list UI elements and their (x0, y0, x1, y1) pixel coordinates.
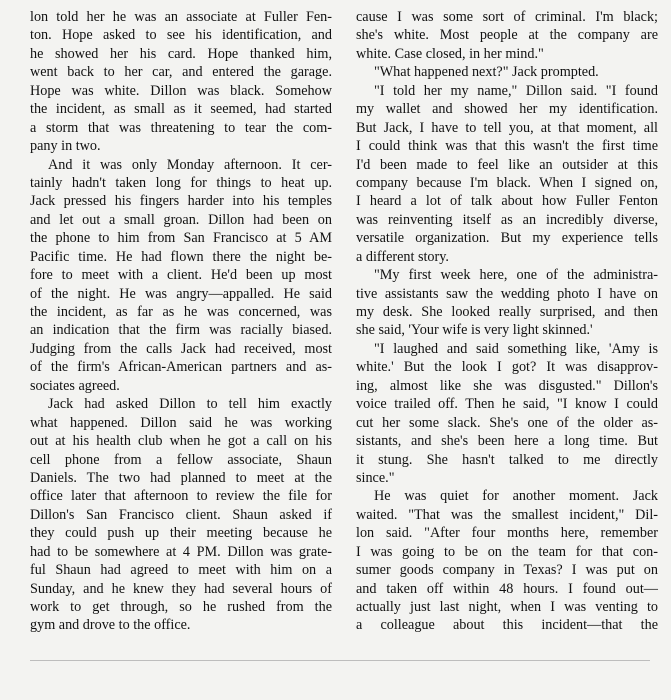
text-line: "I laughed and said something like, 'Amy is (374, 340, 658, 357)
text-line: my desk. She looked really surprised, and then (356, 304, 658, 320)
text-line: But Jack, I have to tell you, at that moment, all (356, 119, 658, 136)
text-line: of the firm's African-American partners and as- (30, 359, 332, 376)
text-line: since." (356, 469, 395, 486)
text-line: tive assistants saw the wedding photo I have on (356, 285, 658, 302)
text-line: what happened. Dillon said he was working (30, 414, 332, 431)
text-line: "My first week here, one of the administra- (374, 267, 658, 284)
text-line: the phone to him from San Francisco at 5 AM (30, 230, 332, 247)
text-line: waited. "That was the smallest incident," Dil- (356, 506, 658, 523)
text-line: gym and drove to the office. (30, 617, 191, 634)
text-line: the incident, as far as he was concerned, was (30, 304, 332, 320)
text-line: the incident, as small as it seemed, had started (30, 101, 332, 118)
text-line: company because I'm black. When I signed on, (356, 174, 658, 191)
text-line: office later that afternoon to review the file for (30, 488, 332, 505)
text-line: a colleague about this incident—that the (356, 617, 658, 634)
text-line: they could push up their meeting because he (30, 525, 332, 542)
text-line: work to get through, so he rushed from the (30, 599, 332, 615)
text-line: Jack had asked Dillon to tell him exactly (48, 396, 332, 413)
text-line: a storm that was threatening to tear the com- (30, 119, 332, 136)
text-line: sociates agreed. (30, 377, 120, 394)
text-line: had to be somewhere at 4 PM. Dillon was grate- (30, 543, 332, 560)
text-line: versatile organization. But my experience tells (356, 230, 658, 247)
text-line: "I told her my name," Dillon said. "I found (374, 82, 658, 99)
text-line: and let out a small groan. Dillon had been on (30, 211, 332, 228)
text-line: actually just last night, when I was venting to (356, 599, 658, 615)
text-line: fore to meet with a client. He'd been up most (30, 267, 332, 284)
text-line: cell phone from a fellow associate, Shaun (30, 451, 332, 468)
text-line: Pacific time. He had flown there the night be- (30, 248, 332, 265)
text-line: voice trailed off. Then he said, "I know I could (356, 396, 658, 413)
text-line: my wallet and showed her my identification. (356, 101, 658, 118)
text-line: ful Shaun had agreed to meet with him on a (30, 562, 332, 579)
text-line: Judging from the calls Jack had received, most (30, 340, 332, 357)
text-line: an indication that the firm was racially biased. (30, 322, 332, 339)
text-line: I was going to be on the team for that con- (356, 543, 658, 560)
text-line: Sunday, and he knew they had several hours of (30, 580, 332, 597)
text-line: it stung. She hasn't talked to me directly (356, 451, 658, 468)
text-line: And it was only Monday afternoon. It cer- (48, 156, 332, 173)
text-line: was reinventing itself as an incredibly diverse, (356, 211, 658, 228)
text-line: "What happened next?" Jack prompted. (374, 64, 599, 81)
text-line: sistants, and she's been here a long time. But (356, 433, 658, 450)
text-line: cause I was some sort of criminal. I'm black; (356, 9, 658, 25)
text-line: lon told her he was an associate at Fuller Fen- (30, 9, 332, 25)
text-line: pany in two. (30, 138, 101, 155)
text-line: I'd been made to feel like an outsider at this (356, 156, 658, 173)
text-line: went back to her car, and entered the garage. (30, 64, 332, 81)
text-line: a different story. (356, 248, 449, 265)
text-line: Jack pressed his fingers harder into his temples (30, 193, 332, 210)
text-line: Daniels. The two had planned to meet at the (30, 469, 332, 486)
text-line: white.' But the look I got? It was disapprov- (356, 359, 658, 376)
text-line: of the night. He was angry—appalled. He said (30, 285, 332, 302)
text-line: tainly hadn't taken long for things to heat up. (30, 174, 332, 191)
text-line: I could think was that this wasn't the first time (356, 138, 658, 155)
text-line: he showed her his card. Hope thanked him, (30, 45, 332, 62)
text-line: lon said. "After four months here, remember (356, 525, 658, 542)
text-line: I heard a lot of talk about how Fuller Fenton (356, 193, 658, 210)
text-line: she's white. Most people at the company are (356, 27, 658, 44)
text-line: He was quiet for another moment. Jack (374, 488, 658, 505)
text-line: white. Case closed, in her mind." (356, 45, 544, 62)
left-text-column (30, 8, 332, 635)
text-line: she said, 'Your wife is very light skinned.' (356, 322, 593, 339)
text-line: Dillon's San Francisco client. Shaun asked if (30, 506, 332, 523)
text-line: sumer goods company in Texas? I was put on (356, 562, 658, 579)
text-line: ing, almost like she was disgusted." Dillon's (356, 377, 658, 394)
text-line: Hope was white. Dillon was black. Somehow (30, 82, 332, 99)
text-line: cut her some slack. She's one of the older as- (356, 414, 658, 431)
right-text-column (356, 8, 658, 635)
text-line: ton. Hope asked to see his identification, and (30, 27, 332, 44)
text-line: out at his health club when he got a call on his (30, 433, 332, 450)
text-line: and taken off within 48 hours. I found out— (356, 580, 658, 597)
bottom-rule (30, 660, 650, 661)
